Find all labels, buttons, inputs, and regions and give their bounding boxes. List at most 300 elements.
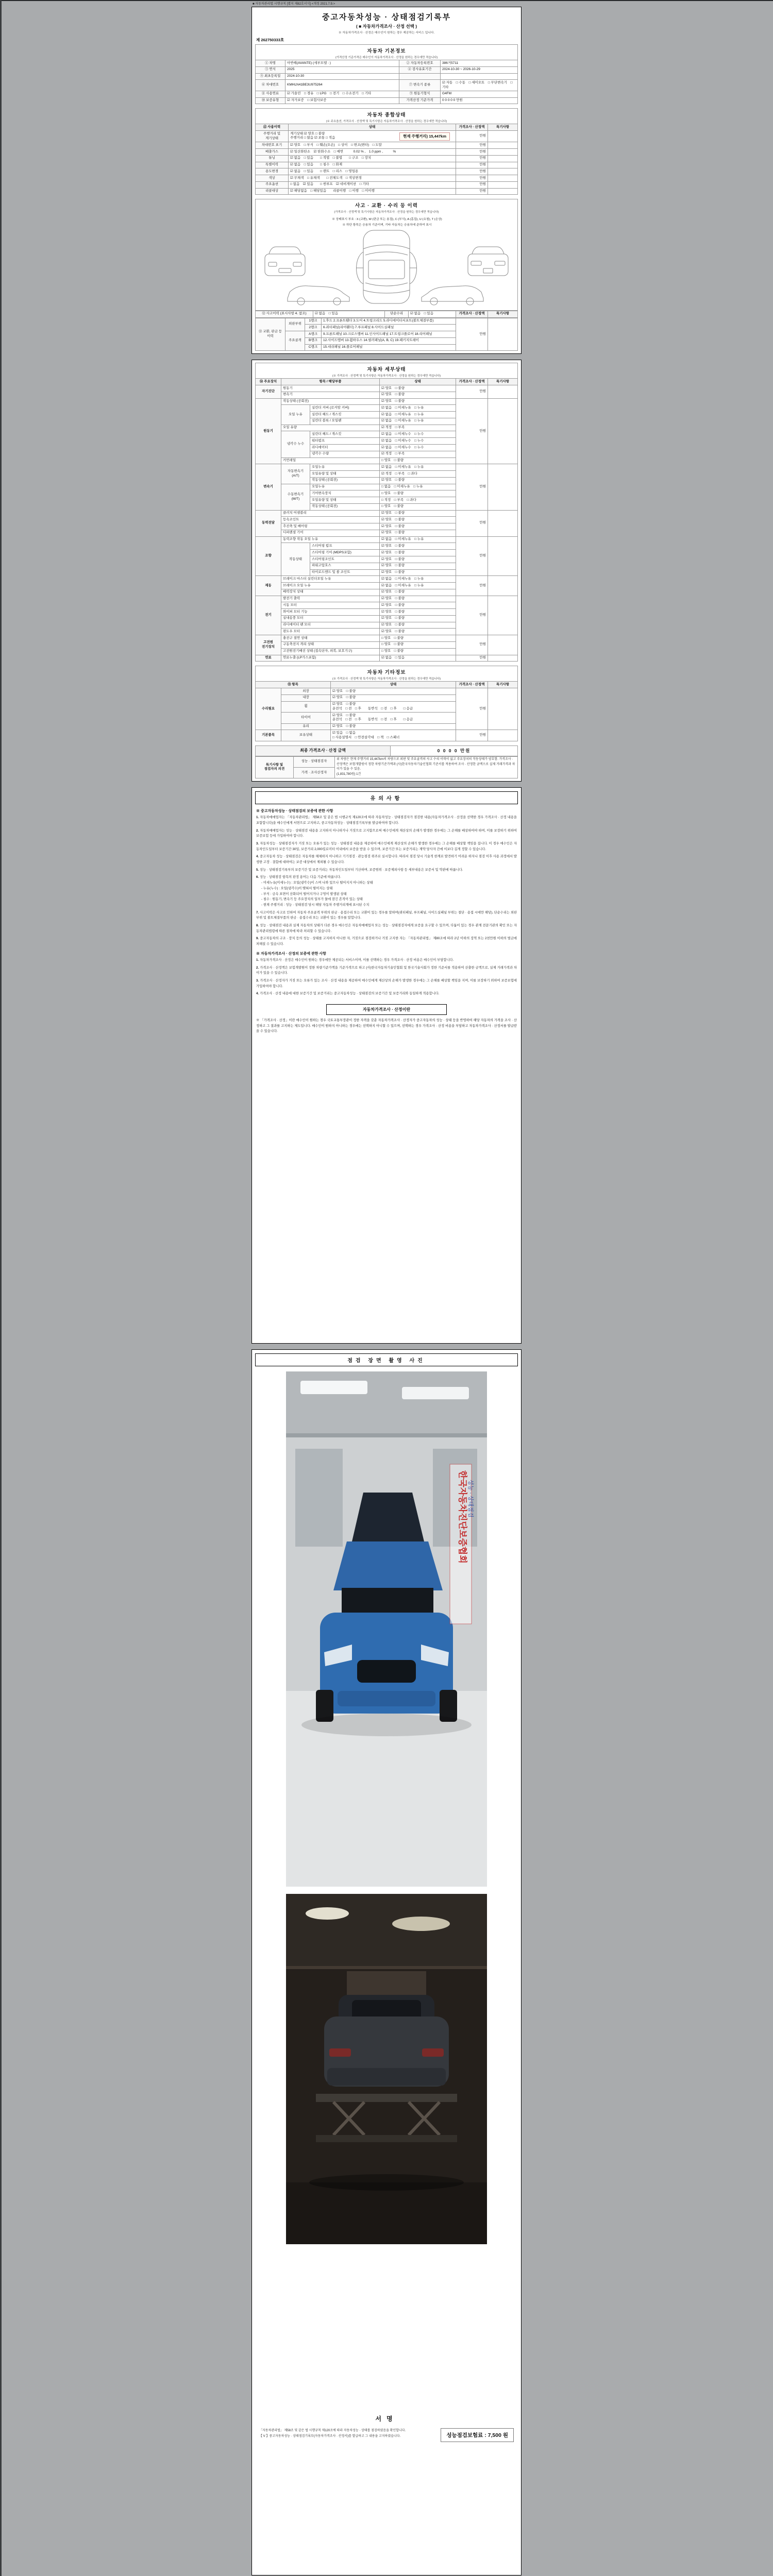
state-cell: ☑ 양호 □ 불량 — [380, 385, 456, 392]
price-cell: 만원 — [456, 155, 488, 162]
field-label: ② 자동차등록번호 — [399, 60, 441, 67]
etc-info-table — [255, 681, 518, 741]
state-cell: ☑ 양호 □ 불량 — [380, 596, 456, 602]
note-cell — [488, 635, 518, 655]
note-cell — [488, 318, 518, 351]
document-subtitle: ( ■ 자동차가격조사 · 산정 선택 ) — [356, 24, 417, 29]
detail-row — [256, 510, 518, 517]
item-label: 타이로드엔드 및 볼 조인트 — [310, 569, 380, 576]
detail-row — [256, 655, 518, 662]
state-cell: ☑ 양호 □ 불량 — [380, 510, 456, 517]
sub-group-label: 작동상태 — [281, 543, 310, 576]
item-label: 스티어링 펌프 — [310, 543, 380, 550]
overall-row — [256, 175, 518, 182]
item-label: 브레이크 마스터 실린더오일 누유 — [281, 576, 380, 583]
diagram-legend-1: ※ 상태표시 부호 : X (교환), W (판금 또는 용접), C (부식), A (흠집), U (요철), T (손상) — [332, 218, 442, 222]
item-label: 워터펌프 — [310, 438, 380, 445]
item-label: 작동상태 (공회전) — [310, 477, 380, 484]
overall-row — [256, 142, 518, 149]
detail-row — [256, 596, 518, 602]
note-cell — [488, 510, 518, 536]
field-label: ⑩ 보증유형 — [256, 97, 285, 104]
state-cell: ☑ 양호 □ 불량 — [380, 517, 456, 523]
window-left-edge — [0, 0, 2, 2576]
inspection-photo-rear — [286, 1894, 487, 2244]
item-label: 오일누유 — [310, 484, 380, 490]
section-header-detail — [255, 363, 518, 378]
notice-item: 1. 자동차가격조사 · 산정은 매수인이 원하는 경우에만 제공되는 서비스이며, 이를 선택하는 경우 가격조사 · 산정 비용은 매수인이 부담합니다. — [256, 958, 454, 962]
state-cell: ☑ 양호 □ 불량 — [380, 609, 456, 616]
item-label: 디퍼렌셜 기어 — [281, 530, 380, 536]
col-item: ⑮ 항목 — [256, 682, 331, 688]
etc-row — [256, 730, 518, 741]
item-label: 유리 — [281, 723, 331, 730]
note-cell — [488, 155, 518, 162]
state-cell: ☑ 없음 □ 미세누유 □ 누유 — [380, 583, 456, 589]
note-cell — [488, 576, 518, 596]
notice-item: 8. 성능 · 상태점검 내용과 실제 자동차의 상태가 다른 경우 매수인은 자동차매매업자 또는 성능 · 상태점검자에게 보증을 요구할 수 있으며, 다툼이 있는 경우 관계 전문기관의 확인 또는 자동차관리법령에 따른 절차에 따라 처리할 수 있습니다. — [256, 924, 517, 933]
state-cell: ☑ 없음 □ 있음 — [380, 655, 456, 662]
item-label: 스티어링조인트 — [310, 556, 380, 563]
field-label: ⑤ 최초등록일 — [256, 73, 285, 80]
rank-label: C랭크 — [305, 344, 322, 351]
section-note-basic: (가격산정 기준가격은 매수인이 자동차가격조사 · 산정을 원하는 경우에만 적습니다) — [335, 56, 438, 59]
device-label: 고전원 전기장치 — [256, 635, 281, 655]
legal-line-2: 【 V 】중고자동차성능 · 상태점검기록부(자동차가격조사 · 산정서)를 발급하고 그 내용을 고지하였습니다. — [259, 2434, 401, 2438]
accident-history-state: ☑ 없음 □ 있음 — [313, 311, 385, 317]
opinion-text: 위 차량은 현재 주행거리 15,447km의 차량으로 외판 및 주요골격의 사고 수리 이력이 없고 주요장치의 작동상태가 양호함. 가격조사 · 산정액은 보험개발원이 정한 차량기준가액과 (사)한국자동차기술인협회 기준서를 적용하여 조사 · 산정한 금액으로 실제 거래가격과 차이가 있을 수 있음. (1,831,780원) 1건 — [335, 756, 518, 778]
field-value: KMHLN41BE3U975264 — [285, 80, 399, 91]
detail-row — [256, 464, 518, 471]
item-label: 작동상태 (공회전) — [310, 503, 380, 510]
usage-label: 특별이력 — [256, 162, 289, 168]
item-label: 구동축전지 격리 상태 — [281, 641, 380, 648]
state-cell: ☑ 양호 □ 불량 — [380, 563, 456, 569]
item-label: 실린더 헤드 / 개스킷 — [310, 431, 380, 438]
item-label: 오일누유 — [310, 464, 380, 471]
state-cell: ☑ 양호 □ 불량 — [331, 723, 456, 730]
panel-photos — [251, 1349, 522, 2575]
opinion-label: 특기사항 및 점검자의 의견 — [256, 756, 294, 778]
notice-item: 6. 성능 · 상태점검 항목의 판정 용어는 다음 기준에 따릅니다. - 미세누유(미세누수) : 오일(냉각수)이 스며 나와 있으나 떨어지지 아니하는 상태 - 누유(누수) : 오일(냉각수)이 맺혀서 떨어지는 상태 - 부식 : 금속 표면이 산화되어 떨어지거나 구멍이 발생된 상태 - 침수 : 원동기, 변속기 등 주요장치의 일부가 물에 잠긴 흔적이 있는 상태 - 현재 주행거리 : 성능 · 상태점검 당시 해당 자동차 주행거리계에 표시된 수치 — [256, 875, 373, 907]
notice-item: 2. 가격조사 · 산정액은 보험개발원이 정한 차량기준가액을 기준가격으로 하고 (사)한국자동차기술인협회 및 한국기술사회가 정한 기준서를 적용하여 산출한 금액으로, 실제 거래가격과 차이가 있을 수 있습니다. — [256, 965, 517, 975]
inspector-role: 성능 · 상태점검자 — [294, 756, 335, 767]
note-cell — [488, 385, 518, 399]
simple-repair-label: 단순수리 — [385, 311, 409, 317]
section-note-detail: (※ 가격조사 · 산정액 및 특기사항은 자동차가격조사 · 산정을 원하는 경우에만 적습니다) — [332, 375, 441, 378]
state-cell: □ 양호 □ 불량 — [380, 635, 456, 642]
col-state: 상태 — [289, 124, 456, 131]
device-label: 제동 — [256, 576, 281, 596]
panel-basic — [251, 7, 522, 354]
basic-info-row — [256, 91, 518, 97]
state-cell: ☑ 적정 □ 부족 □ 과다 — [380, 471, 456, 478]
item-label: 오일 유량 — [281, 425, 380, 431]
state-cell: ☑ 양호 □ 불량 — [380, 622, 456, 629]
item-label: 동력조향 작동 오일 누유 — [281, 536, 380, 543]
rank-items: 12.사이드멤버 13.휠하우스 14.필러패널(A, B, C) 19.패키지트레이 — [322, 337, 456, 344]
rank-items: 9.프론트패널 10.크로스멤버 11.인사이드패널 17.트렁크플로어 18.리어패널 — [322, 331, 456, 338]
usage-label: 배출가스 — [256, 149, 289, 156]
state-cell: □ 양호 □ 불량 — [380, 490, 456, 497]
field-label — [399, 73, 441, 80]
sub-group-label: 오일 누유 — [281, 405, 310, 425]
note-cell — [488, 142, 518, 149]
state-cell: ☑ 양호 □ 불량 — [331, 694, 456, 701]
accident-history-row — [256, 311, 518, 317]
document-number: 제 262750333호 — [256, 38, 284, 42]
device-label: 변속기 — [256, 464, 281, 510]
legal-line-1: 「자동차관리법」 제58조 및 같은 법 시행규칙 제120조에 따라 자동차성능 · 상태를 점검하였음을 확인합니다. — [259, 2429, 406, 2433]
item-label: 윈도우 모터 — [281, 629, 380, 635]
section-title-basic: 자동차 기본정보 — [367, 48, 406, 54]
basic-info-row — [256, 60, 518, 67]
detail-header-row — [256, 379, 518, 385]
final-price-value: 0 0 0 0 만원 — [391, 745, 518, 756]
overall-row — [256, 181, 518, 188]
state-cell: ☑ 없음 □ 미세누수 □ 누수 — [380, 431, 456, 438]
detail-row — [256, 536, 518, 543]
state-cell: ☑ 양호 □ 불량 운전석 □ 전 □ 후 동반석 □ 전 □ 후 □ 응급 — [331, 701, 456, 713]
col-state: 상태 — [331, 682, 456, 688]
state-cell: ☑ 양호 □ 불량 — [380, 569, 456, 576]
state-cell: ☑ 해당없음 □ 해당있음 리콜이행 □ 이행 □ 미이행 — [289, 188, 456, 195]
overall-row — [256, 155, 518, 162]
item-label: 냉각수 수량 — [310, 451, 380, 457]
document — [251, 0, 522, 2575]
state-cell: □ 적정 □ 부족 □ 과다 — [380, 497, 456, 504]
form-reference: ■ 자동차관리법 시행규칙 [별지 제82호서식] <개정 2021.7.9.> — [253, 3, 335, 6]
item-label: 원동기 — [281, 385, 380, 392]
state-cell: ☑ 없음 □ 미세누유 □ 누유 — [380, 576, 456, 583]
group-label: 수리필요 — [256, 688, 281, 730]
panel-notice — [251, 787, 522, 1344]
price-cell: 만원 — [456, 536, 488, 576]
section-header-etc — [255, 666, 518, 681]
part-group-label: 주요골격 — [285, 331, 305, 351]
item-label: 추진축 및 베어링 — [281, 523, 380, 530]
state-cell: ☑ 양호 □ 불량 — [380, 392, 456, 398]
state-cell: ☑ 없음 □ 미세누유 □ 누유 — [380, 418, 456, 425]
price-cell: 만원 — [456, 596, 488, 635]
detail-row — [256, 576, 518, 583]
state-cell: □ 양호 □ 불량 — [380, 641, 456, 648]
state-cell: 현재 주행거리) 15,447km 계기상태 ☑ 양호 □ 불량 주행거리 □ 많음 ☑ 보통 □ 적음 — [289, 131, 456, 142]
field-label: ⑦ 변속기 종류 — [399, 80, 441, 91]
section-note-accident: (가격조사 · 산정액 및 특기사항은 자동차가격조사 · 산정을 원하는 경우에만 적습니다) — [334, 211, 439, 214]
usage-label: 차대번호 표기 — [256, 142, 289, 149]
field-label: ④ 검사유효기간 — [399, 66, 441, 73]
field-value: 아반떼(AVANTE) (세부모델 : ) — [285, 60, 399, 67]
state-cell: ☑ 적정 □ 부족 — [380, 451, 456, 457]
field-label: ③ 연식 — [256, 66, 285, 73]
note-cell — [488, 730, 518, 741]
overall-state-table — [255, 124, 518, 195]
field-label: ⑧ 사용연료 — [256, 91, 285, 97]
price-cell: 만원 — [456, 576, 488, 596]
state-cell: ☑ 양호 □ 불량 — [331, 688, 456, 695]
accident-history-label: ⑫ 사고이력 (표시사항 4. 참조) — [256, 311, 313, 317]
current-mileage-box: 현재 주행거리) 15,447km — [399, 132, 450, 141]
price-appraisal-box-text: ※ 「가격조사 · 산정」이란 매수인이 원하는 경우 국토교통부장관이 정한 자격을 갖춘 자동차가격조사 · 산정자가 중고자동차의 성능 · 상태 등을 반영하여 해당 자동차의 가격을 조사 · 산정하고 그 결과를 고지하는 제도입니다. 매수인이 원하지 아니하는 경우에는 선택하지 아니할 수 있으며, 선택하는 경우 가격조사 · 산정 비용을 부담하고 자동차가격조사 · 산정서를 발급받을 수 있습니다. — [256, 1019, 517, 1033]
basic-info-table — [255, 60, 518, 104]
price-cell: 만원 — [456, 655, 488, 662]
item-label: 고전원전기배선 상태 (접속단자, 피복, 보호기구) — [281, 648, 380, 655]
item-label: 연료누출 (LP가스포함) — [281, 655, 380, 662]
note-cell — [488, 464, 518, 510]
item-label: 실린더 헤드 / 개스킷 — [310, 412, 380, 418]
field-value: ☑ 자동 □ 수동 □ 세미오토 □ 무단변속기 □ 기타 — [441, 80, 518, 91]
note-cell — [488, 175, 518, 182]
device-label: 연료 — [256, 655, 281, 662]
device-label: 전기 — [256, 596, 281, 635]
field-label: ⑨ 원동기형식 — [399, 91, 441, 97]
etc-row — [256, 688, 518, 695]
col-state: 상태 — [380, 379, 456, 385]
exchange-history-table — [255, 318, 518, 351]
col-price: 가격조사 · 산정액 — [456, 124, 488, 131]
note-cell — [488, 168, 518, 175]
item-label: 타이어 — [281, 713, 331, 724]
exchange-row — [256, 318, 518, 325]
price-appraisal-box-title: 자동차가격조사 · 산정이란 — [326, 1004, 447, 1015]
col-price: 가격조사 · 산정액 — [456, 682, 488, 688]
final-price-label: 최종 가격조사 · 산정 금액 — [256, 745, 391, 756]
state-cell: ☑ 양호 □ 불량 운전석 □ 전 □ 후 동반석 □ 전 □ 후 □ 응급 — [331, 713, 456, 724]
item-label: 외장 — [281, 688, 331, 695]
field-label: ① 차명 — [256, 60, 285, 67]
detail-row — [256, 385, 518, 392]
vehicle-diagram — [258, 228, 515, 306]
col-price: 가격조사 · 산정액 — [456, 311, 488, 317]
signature-title: 서명 — [375, 2415, 398, 2423]
item-label: 충전구 절연 상태 — [281, 635, 380, 642]
state-cell: ☑ 양호 □ 불량 — [380, 589, 456, 596]
state-cell: □ 양호 □ 불량 — [380, 503, 456, 510]
document-subnote: ※ 자동차가격조사 · 산정은 매수인이 원하는 경우 제공하는 서비스 입니다. — [338, 31, 435, 35]
item-label: 실내송풍 모터 — [281, 615, 380, 622]
state-cell: ☑ 없음 □ 있음 □ 렌트 □ 리스 □ 영업용 — [289, 168, 456, 175]
opinion-row — [256, 756, 518, 767]
rank-label: B랭크 — [305, 337, 322, 344]
note-cell — [488, 188, 518, 195]
state-cell: ☑ 무채색 □ 유채색 □ 전체도색 □ 색상변경 — [289, 175, 456, 182]
field-value: 2024-10-30 ~ 2026-10-29 — [441, 66, 518, 73]
detail-row — [256, 398, 518, 405]
photos-title: 점검 장면 촬영 사진 — [255, 1353, 518, 1366]
field-value: 386거5711 — [441, 60, 518, 67]
price-cell: 만원 — [456, 385, 488, 399]
svg-text:성능 · 상태점검: 성능 · 상태점검 — [467, 1480, 474, 1518]
notice-item: 9. 중고자동차의 구조 · 장치 등의 성능 · 상태를 고지하지 아니한 자, 거짓으로 점검하거나 거짓 고지한 자는 「자동차관리법」 제80조에 따라 2년 이하의 징역 또는 2천만원 이하의 벌금에 처해질 수 있습니다. — [256, 937, 517, 946]
item-label: 커먼레일 — [281, 457, 380, 464]
inspection-insurance-fee: 성능점검보험료 : 7,500 원 — [441, 2428, 514, 2442]
item-label: 실린더 블록 / 오일팬 — [310, 418, 380, 425]
inspection-photo-front — [286, 1371, 487, 1887]
state-cell: ☑ 없음 □ 미세누유 □ 누유 — [380, 412, 456, 418]
state-cell: ☑ 양호 □ 불량 — [380, 530, 456, 536]
item-label: 파워고압호스 — [310, 563, 380, 569]
overall-row — [256, 131, 518, 142]
col-price: 가격조사 · 산정액 — [456, 379, 488, 385]
state-cell: ☑ 양호 □ 불량 — [380, 477, 456, 484]
price-cell: 만원 — [456, 398, 488, 464]
sub-group-label: 수동변속기 (M/T) — [281, 484, 310, 510]
notice-item: 4. 가격조사 · 산정 내용에 대한 보증기간 및 보증거리는 중고자동차성능 · 상태점검의 보증기간 및 보증거리와 동일하게 적용합니다. — [256, 992, 440, 996]
state-cell: ☑ 양호 □ 불량 — [380, 556, 456, 563]
note-cell — [488, 596, 518, 635]
note-cell — [488, 181, 518, 188]
section-header-overall — [255, 108, 518, 124]
item-label: 클러치 어셈블리 — [281, 510, 380, 517]
usage-label: 리콜대상 — [256, 188, 289, 195]
note-cell — [488, 688, 518, 730]
state-cell: ☑ 양호 □ 불량 — [380, 523, 456, 530]
sub-group-label: 냉각수 누수 — [281, 431, 310, 457]
rank-label: 1랭크 — [305, 318, 322, 325]
etc-header-row — [256, 682, 518, 688]
notice-item: 3. 가격조사 · 산정자가 거짓 또는 오류가 있는 조사 · 산정 내용을 제공하여 매수인에게 재산상의 손해가 발생한 경우에는 그 손해를 배상할 책임을 지며, 이를 보장하기 위하여 보증보험에 가입하여야 합니다. — [256, 978, 517, 988]
state-cell: ☑ 없음 □ 있음 □ 적법 □ 불법 □ 구조 □ 장치 — [289, 155, 456, 162]
overall-row — [256, 149, 518, 156]
state-cell: ☑ 없음 □ 미세누수 □ 누수 — [380, 438, 456, 445]
rank-label: 2랭크 — [305, 325, 322, 331]
field-value: ☑ 가솔린 □ 경유 □ LPG □ 전기 □ 수소전기 □ 기타 — [285, 91, 399, 97]
state-cell: ☑ 일산화탄소 ☑ 탄화수소 □ 매연 0.02 % , 1.0 ppm , % — [289, 149, 456, 156]
rank-label: A랭크 — [305, 331, 322, 338]
item-label: 와이퍼 모터 기능 — [281, 609, 380, 616]
section-header-accident — [255, 199, 518, 214]
state-cell: ☑ 양호 □ 불량 — [380, 629, 456, 635]
device-label: 원동기 — [256, 398, 281, 464]
notice-item: 7. 사고이력은 사고로 인하여 자동차 주요골격 부위의 판금 · 용접수리 또는 교환이 있는 경우를 말하며(쿼터패널, 루프패널, 사이드실패널 부위는 절단 · 용접 시에만 해당), 단순수리는 외판부위 및 볼트체결부품의 판금 · 용접수리 또는 교환이 있는 경우를 말합니다. — [256, 910, 517, 920]
simple-repair-state: ☑ 없음 □ 있음 — [409, 311, 456, 317]
notice-item: 3. 자동차성능 · 상태점검자가 거짓 또는 오류가 있는 성능 · 상태점검 내용을 제공하여 매수인에게 재산상의 손해가 발생한 경우에는 그 손해를 배상할 책임을 집니다. 이 경우 매수인은 자동차인도일부터 보증기간 30일, 보증거리 2,000킬로미터 이내에서 보증을 받을 수 있으며, 보증기간 또는 보증거리는 계약 당사자 간에 이보다 길게 정할 수 있습니다. — [256, 841, 517, 851]
basic-info-row — [256, 80, 518, 91]
item-label: 시동 모터 — [281, 602, 380, 609]
legal-notes — [259, 2428, 435, 2439]
item-label: 휠 — [281, 701, 331, 713]
state-cell: ☑ 양호 □ 불량 — [380, 398, 456, 405]
final-price-row — [256, 745, 518, 756]
overall-row — [256, 162, 518, 168]
col-note: 특기사항 — [488, 124, 518, 131]
notice-item: 2. 자동차매매업자는 성능 · 상태점검 내용을 고지하지 아니하거나 거짓으로 고지함으로써 매수인에게 재산상의 손해가 발생한 경우에는 그 손해를 배상하여야 하며, 이를 보장하기 위하여 보증보험 등에 가입하여야 합니다. — [256, 828, 517, 838]
item-label: 기어변속장치 — [310, 490, 380, 497]
item-label: 라디에이터 — [310, 445, 380, 451]
field-value: 0 0 0 0 0 만원 — [441, 97, 518, 104]
appraiser-role: 가격 · 조사산정자 — [294, 767, 335, 778]
item-label: 변속기 — [281, 392, 380, 398]
state-cell: ☑ 양호 □ 부식 □ 훼손(오손) □ 상이 □ 변조(변타) □ 도말 — [289, 142, 456, 149]
state-cell: ☑ 양호 □ 불량 — [380, 602, 456, 609]
price-cell: 만원 — [456, 188, 488, 195]
note-cell — [488, 162, 518, 168]
section-title-etc: 자동차 기타정보 — [367, 670, 406, 676]
accident-history-table — [255, 311, 518, 318]
state-cell: □ 없음 □ 미세누유 □ 누유 — [380, 484, 456, 490]
state-cell: □ 없음 ☑ 있음 □ 썬루프 ☑ 네비게이션 □ 기타 — [289, 181, 456, 188]
state-cell: ☑ 없음 □ 미세누유 □ 누유 — [380, 536, 456, 543]
price-cell: 만원 — [456, 635, 488, 655]
opinion-table — [255, 756, 518, 778]
note-cell — [488, 536, 518, 576]
item-label: 실린더 커버 (로커암 커버) — [310, 405, 380, 412]
field-label: 가격산정 기준가격 — [399, 97, 441, 104]
col-note: 특기사항 — [488, 379, 518, 385]
state-cell: ☑ 양호 □ 불량 — [380, 550, 456, 556]
price-cell: 만원 — [456, 181, 488, 188]
notice-item: 5. 성능 · 상태점검기록부의 보증기간 및 보증거리는 자동차인도일부터 기산하며, 보증범위 · 보증제외사항 등 세부내용은 보증서 및 약관에 따릅니다. — [256, 868, 463, 872]
col-usage: ⑪ 사용이력 — [256, 124, 289, 131]
section-title-detail: 자동차 세부상태 — [367, 367, 406, 373]
item-label: 발전기 출력 — [281, 596, 380, 602]
col-note: 특기사항 — [488, 311, 518, 317]
section-header-basic — [255, 44, 518, 60]
state-cell: ☑ 양호 □ 불량 — [380, 543, 456, 550]
item-label: 작동상태 (공회전) — [281, 398, 380, 405]
field-value: G4FM — [441, 91, 518, 97]
item-label: 브레이크 오일 누유 — [281, 583, 380, 589]
window-top-edge — [0, 0, 773, 1]
note-cell — [488, 149, 518, 156]
price-cell: 만원 — [456, 142, 488, 149]
device-label: 동력전달 — [256, 510, 281, 536]
item-label: 배력장치 상태 — [281, 589, 380, 596]
col-note: 특기사항 — [488, 682, 518, 688]
col-device: ⑭ 주요장치 — [256, 379, 281, 385]
section-title-accident: 사고 · 교환 · 수리 등 이력 — [355, 203, 418, 209]
usage-label: 용도변경 — [256, 168, 289, 175]
vehicle-diagram-area — [255, 214, 518, 310]
notice-items-2 — [255, 958, 518, 997]
state-cell: ☑ 없음 □ 미세누수 □ 누수 — [380, 445, 456, 451]
usage-label: 튜닝 — [256, 155, 289, 162]
detail-row — [256, 635, 518, 642]
device-label: 조향 — [256, 536, 281, 576]
diagram-legend-2: ※ 하단 항목은 승용차 기준이며, 기타 자동차는 승용차에 준하여 표시 — [342, 224, 432, 227]
basic-info-row — [256, 66, 518, 73]
price-cell: 만원 — [456, 131, 488, 142]
col-item: 항목 / 해당부품 — [281, 379, 380, 385]
panel-detail — [251, 360, 522, 782]
price-cell: 만원 — [456, 168, 488, 175]
group-label: 기본품목 — [256, 730, 281, 741]
note-cell — [488, 398, 518, 464]
item-label: 오일유량 및 상태 — [310, 471, 380, 478]
notice-items-1 — [255, 815, 518, 947]
svg-text:한국자동차진단보증협회: 한국자동차진단보증협회 — [458, 1470, 467, 1564]
final-price-table — [255, 745, 518, 756]
section-title-overall: 자동차 종합상태 — [367, 112, 406, 118]
price-cell: 만원 — [456, 162, 488, 168]
section-note-overall: (※ 주요옵션, 가격조사 · 산정액 및 특기사항은 자동차가격조사 · 산정을 원하는 경우에만 적습니다) — [326, 120, 447, 124]
part-group-label: 외판부위 — [285, 318, 305, 331]
overall-header-row — [256, 124, 518, 131]
device-label: 자기진단 — [256, 385, 281, 399]
state-cell: ☑ 없음 □ 있음 □ 침수 □ 화재 — [289, 162, 456, 168]
basic-info-row — [256, 97, 518, 104]
section-note-etc: (※ 가격조사 · 산정액 및 특기사항은 자동차가격조사 · 산정을 원하는 경우에만 적습니다) — [332, 677, 441, 681]
rank-items: 1.후드 2.프론트휀더 3.도어 4.트렁크리드 5.라디에이터서포트(볼트체결부품) — [322, 318, 456, 325]
price-cell: 만원 — [456, 175, 488, 182]
document-title: 중고자동차성능 · 상태점검기록부 — [322, 13, 451, 22]
rank-items: 15.대쉬패널 16.플로어패널 — [322, 344, 456, 351]
overall-row — [256, 188, 518, 195]
price-cell: 만원 — [456, 149, 488, 156]
state-cell: ☑ 양호 □ 불량 — [380, 615, 456, 622]
price-cell: 만원 — [456, 464, 488, 510]
